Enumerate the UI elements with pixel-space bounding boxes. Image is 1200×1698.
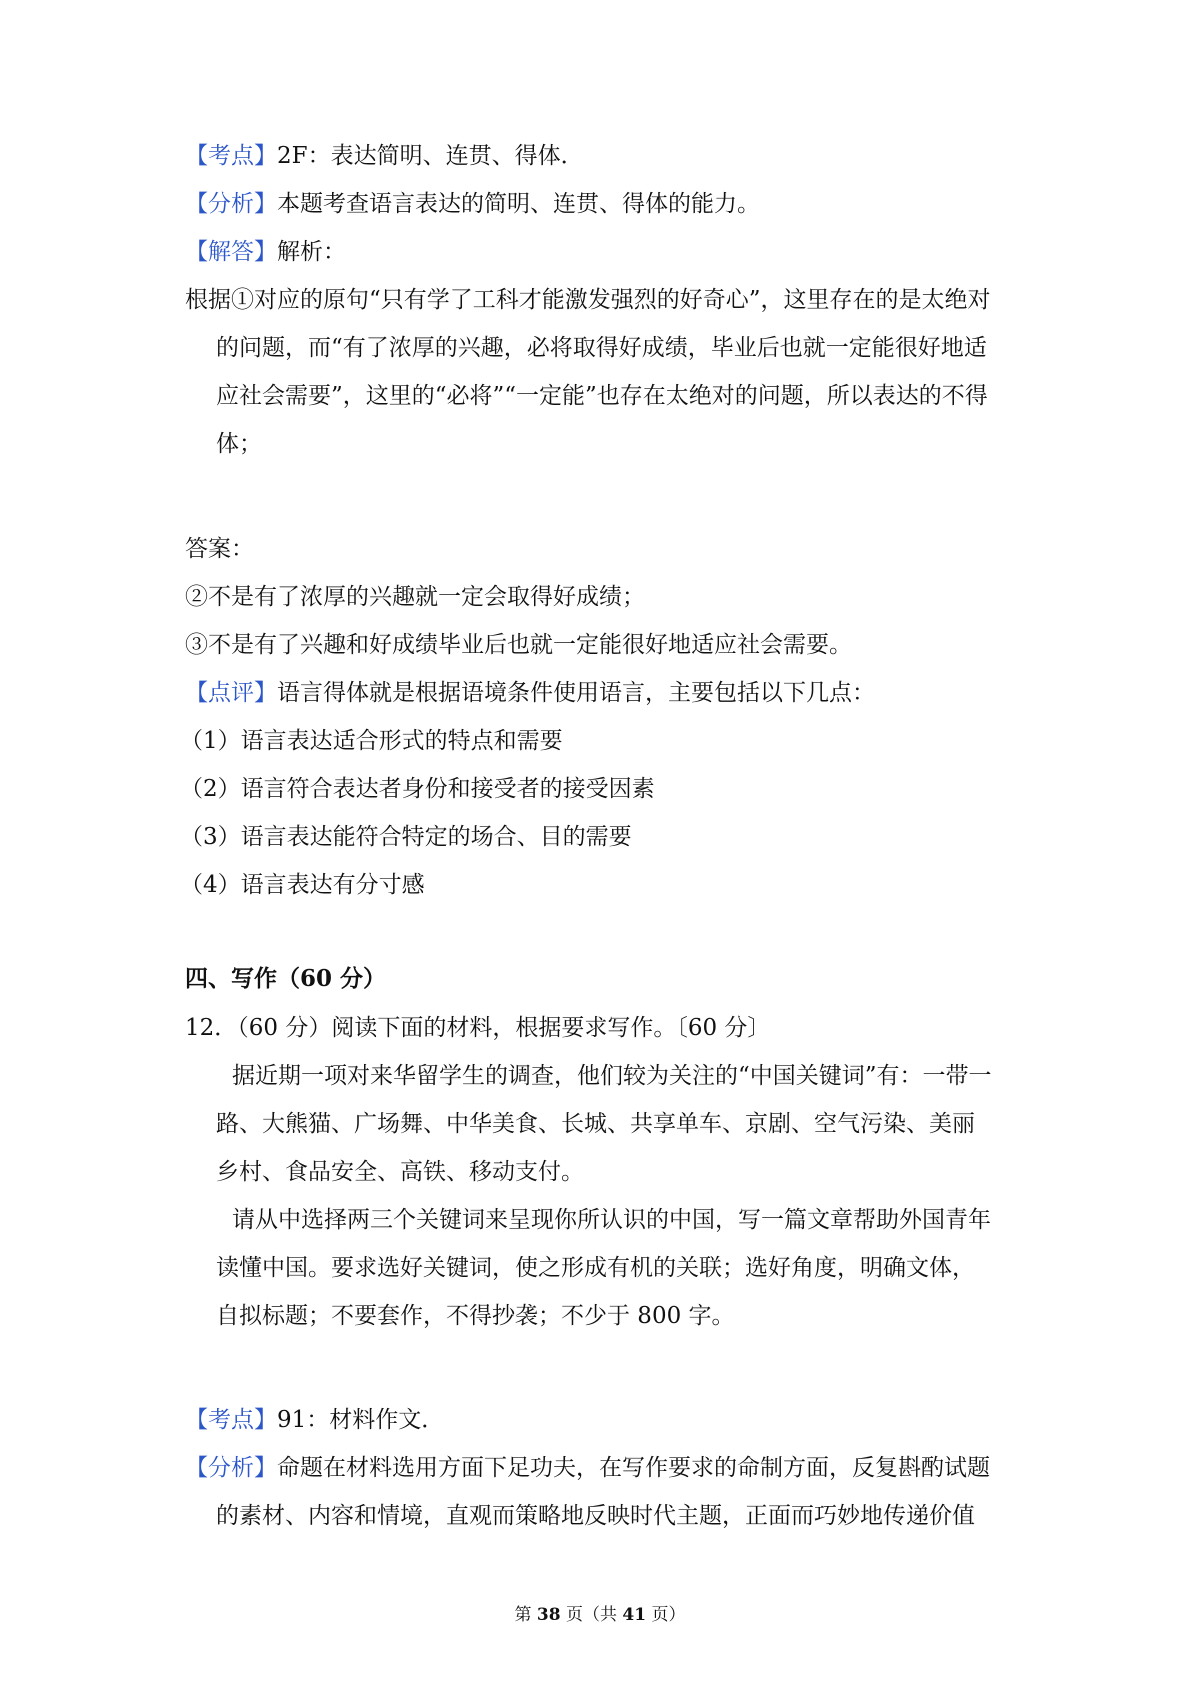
answer-line: ③不是有了兴趣和好成绩毕业后也就一定能很好地适应社会需要。 (185, 632, 852, 658)
dianping-tag: 【点评】 (185, 680, 277, 706)
material-line: 据近期一项对来华留学生的调查，他们较为关注的“中国关键词”有：一带一 (232, 1063, 992, 1089)
material-line: 路、大熊猫、广场舞、中华美食、长城、共享单车、京剧、空气污染、美丽 (216, 1111, 975, 1137)
jieda-text: 解析： (277, 239, 346, 265)
analysis-line: 根据①对应的原句“只有学了工科才能激发强烈的好奇心”，这里存在的是太绝对 (185, 287, 991, 313)
kaodian-tag: 【考点】 (185, 143, 277, 169)
footer-page-number: 38 (536, 1605, 561, 1625)
material-line: 自拟标题；不要套作，不得抄袭；不少于 800 字。 (216, 1303, 735, 1329)
analysis-line: 体； (216, 431, 262, 457)
point-item: （1）语言表达适合形式的特点和需要 (180, 728, 563, 754)
fenxi-line-2-cont: 的素材、内容和情境，直观而策略地反映时代主题，正面而巧妙地传递价值 (216, 1503, 975, 1529)
footer-prefix: 第 (514, 1605, 537, 1625)
jieda-line (185, 237, 346, 267)
kaodian-text: 2F：表达简明、连贯、得体． (277, 143, 584, 169)
kaodian-line-2 (185, 1405, 444, 1435)
fenxi-line (185, 189, 760, 219)
section-heading: 四、写作（60 分） (185, 965, 387, 992)
footer-middle: 页（共 (560, 1605, 623, 1625)
fenxi-tag-2: 【分析】 (185, 1455, 277, 1481)
fenxi-text-2: 命题在材料选用方面下足功夫，在写作要求的命制方面，反复斟酌试题 (277, 1455, 990, 1481)
question-line: 12．（60 分）阅读下面的材料，根据要求写作。〔60 分〕 (185, 1015, 771, 1041)
kaodian-text-2: 91：材料作文． (277, 1407, 445, 1433)
answer-label: 答案： (185, 536, 254, 562)
footer-total-pages: 41 (622, 1605, 647, 1625)
dianping-text: 语言得体就是根据语境条件使用语言，主要包括以下几点： (277, 680, 875, 706)
answer-line: ②不是有了浓厚的兴趣就一定会取得好成绩； (185, 584, 645, 610)
footer-suffix: 页） (646, 1605, 686, 1625)
analysis-line: 应社会需要”，这里的“必将”“一定能”也存在太绝对的问题，所以表达的不得 (216, 383, 988, 409)
dianping-line (185, 678, 875, 708)
material-line: 乡村、食品安全、高铁、移动支付。 (216, 1159, 584, 1185)
analysis-line: 的问题，而“有了浓厚的兴趣，必将取得好成绩，毕业后也就一定能很好地适 (216, 335, 987, 361)
kaodian-line (185, 141, 584, 171)
fenxi-line-2 (185, 1453, 990, 1483)
material-line: 读懂中国。要求选好关键词，使之形成有机的关联；选好角度，明确文体， (216, 1255, 975, 1281)
page-footer (0, 1604, 1200, 1626)
fenxi-tag: 【分析】 (185, 191, 277, 217)
point-item: （4）语言表达有分寸感 (180, 872, 425, 898)
fenxi-text: 本题考查语言表达的简明、连贯、得体的能力。 (277, 191, 760, 217)
kaodian-tag-2: 【考点】 (185, 1407, 277, 1433)
material-line: 请从中选择两三个关键词来呈现你所认识的中国，写一篇文章帮助外国青年 (232, 1207, 991, 1233)
point-item: （2）语言符合表达者身份和接受者的接受因素 (180, 776, 655, 802)
jieda-tag: 【解答】 (185, 239, 277, 265)
point-item: （3）语言表达能符合特定的场合、目的需要 (180, 824, 632, 850)
